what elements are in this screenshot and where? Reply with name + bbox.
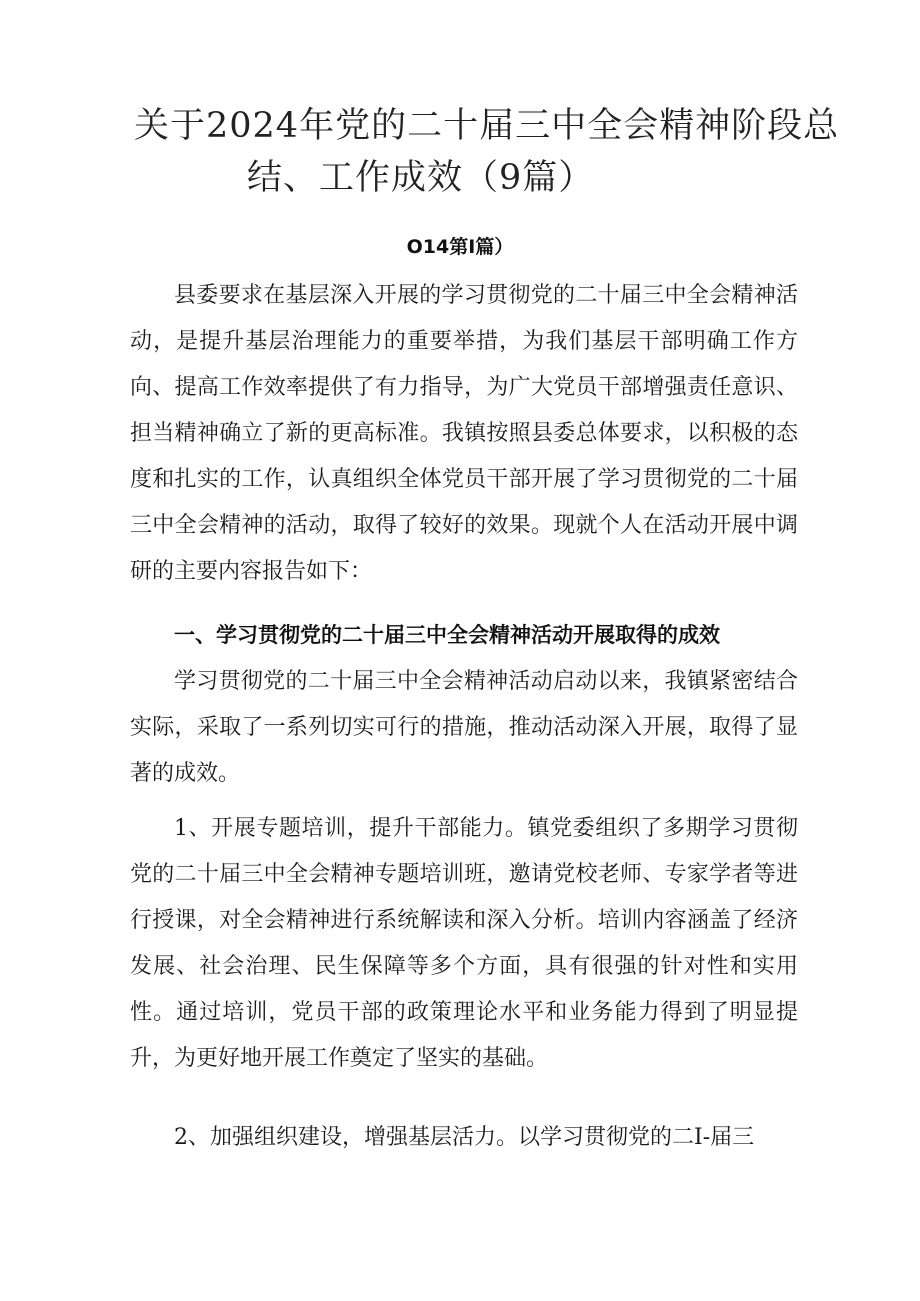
section-subtitle: O14第I篇） xyxy=(406,236,514,258)
section-heading: 一、学习贯彻党的二十届三中全会精神活动开展取得的成效 xyxy=(174,623,720,647)
title-line-1: 关于2024年党的二十届三中全会精神阶段总 xyxy=(134,106,840,146)
title-line-2: 结、工作成效（9篇） xyxy=(247,158,595,198)
paragraph-section-intro: 学习贯彻党的二十届三中全会精神活动启动以来，我镇紧密结合实际，采取了一系列切实可行的措施，推动活动深入开展，取得了显著的成效。 xyxy=(130,669,798,786)
paragraph-intro: 县委要求在基层深入开展的学习贯彻党的二十届三中全会精神活动，是提升基层治理能力的重要举措，为我们基层干部明确工作方向、提高工作效率提供了有力指导，为广大党员干部增强责任意识、担当精神确立了新的更高标准。我镇按照县委总体要求，以积极的态度和扎实的工作，认真组织全体党员干部开展了学习贯彻党的二十届三中全会精神的活动，取得了较好的效果。现就个人在活动开展中调研的主要内容报告如下： xyxy=(130,283,798,584)
paragraph-item-2: 2、加强组织建设，增强基层活力。以学习贯彻党的二I-届三 xyxy=(174,1125,755,1150)
paragraph-item-1: 1、开展专题培训，提升干部能力。镇党委组织了多期学习贯彻党的二十届三中全会精神专题培训班，邀请党校老师、专家学者等进行授课，对全会精神进行系统解读和深入分析。培训内容涵盖了经济发展、社会治理、民生保障等多个方面，具有很强的针对性和实用性。通过培训，党员干部的政策理论水平和业务能力得到了明显提升，为更好地开展工作奠定了坚实的基础。 xyxy=(130,816,798,1071)
